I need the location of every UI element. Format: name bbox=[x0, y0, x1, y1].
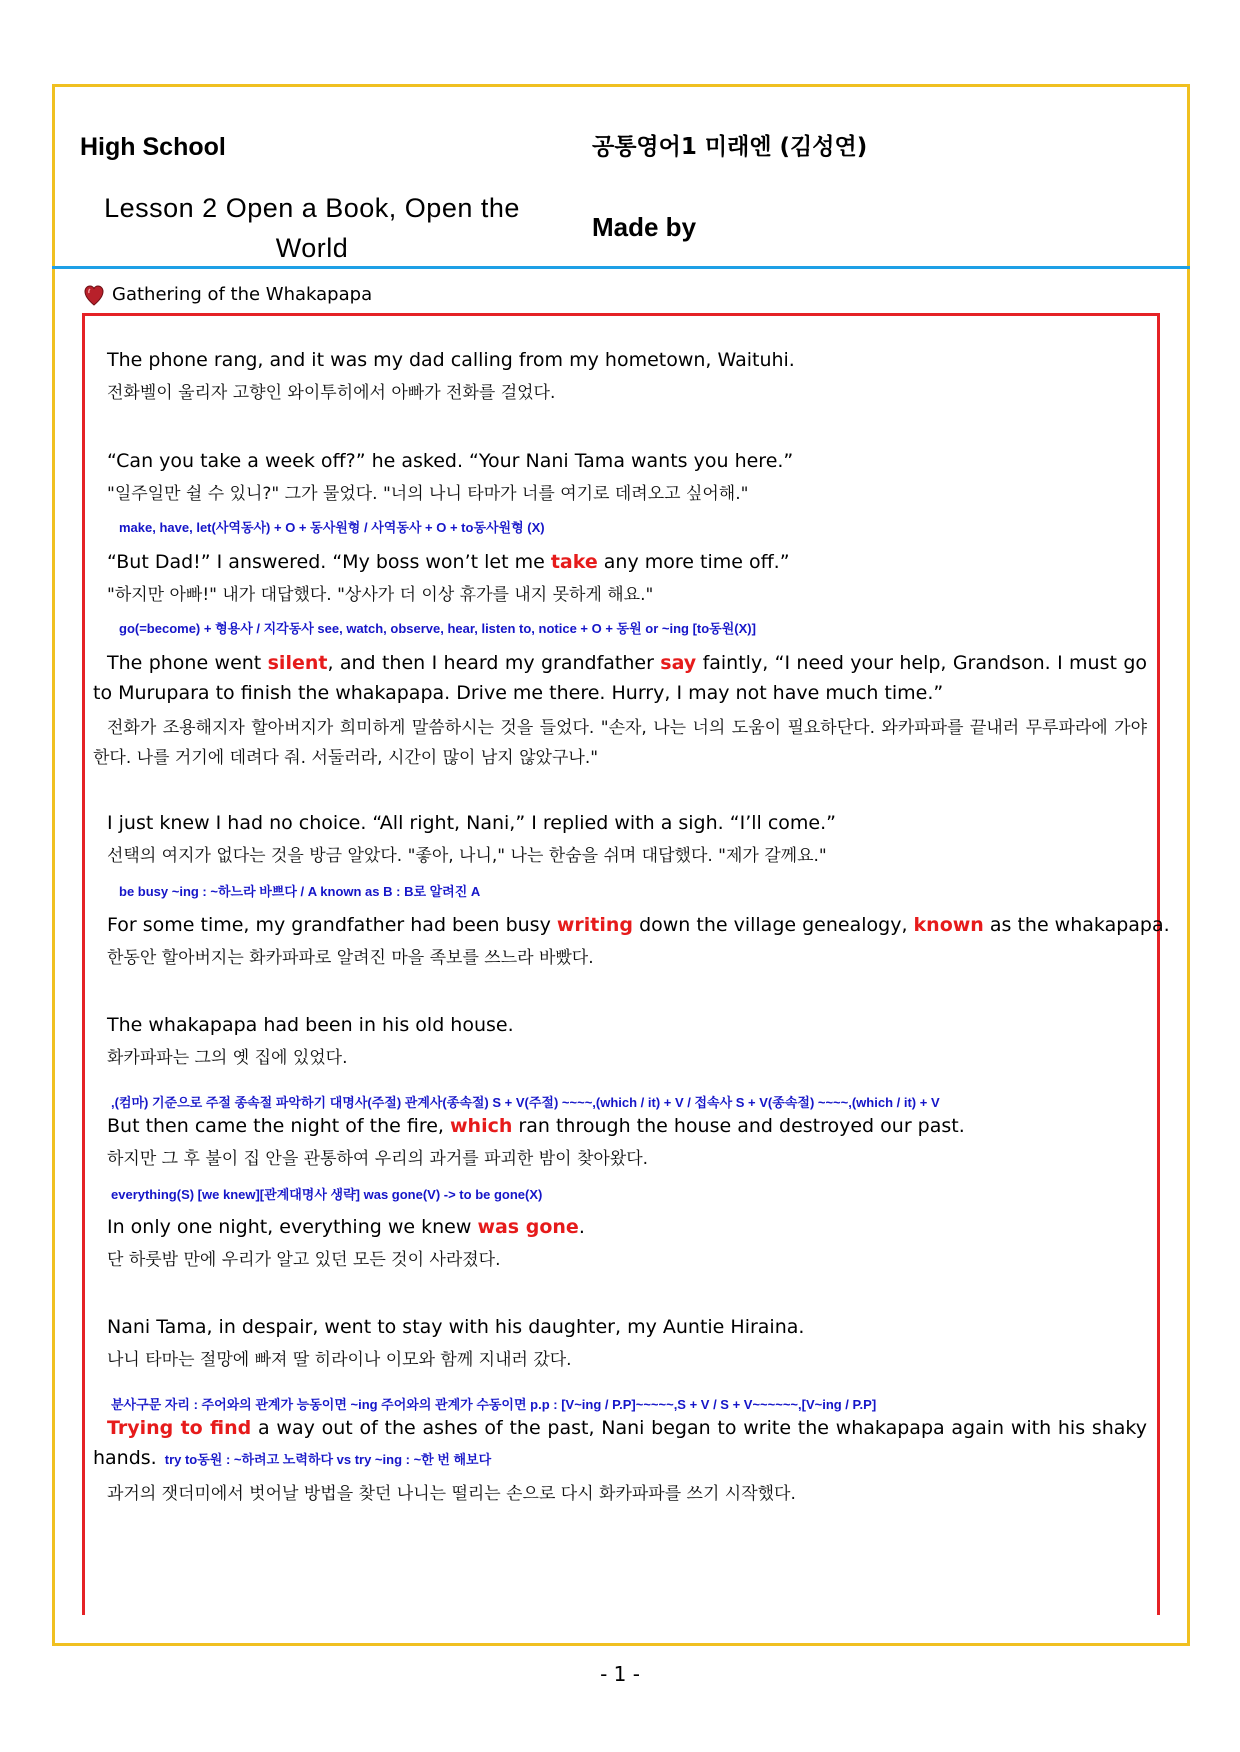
grammar-note-5: be busy ~ing : ~하느라 바쁘다 / A known as B : B로 알려진 A bbox=[119, 884, 481, 899]
school-label: High School bbox=[80, 133, 226, 161]
highlight-known: known bbox=[913, 914, 984, 936]
grammar-note-7: ,(컴마) 기준으로 주절 종속절 파악하기 대명사(주절) 관계사(종속절) S + V(주절) ~~~~,(which / it) + V / 접속사 S + V(종속절) ~~~~,(which / it) + V bbox=[111, 1095, 940, 1110]
english-sentence-11: Trying to find a way out of the ashes of the past, Nani began to write the whakapapa again with his shaky hands. try to동원 : ~하려고 노력하다 vs try ~ing : ~한 번 해보다 bbox=[93, 1417, 1148, 1469]
korean-translation-8: 하지만 그 후 불이 집 안을 관통하여 우리의 과거를 파괴한 밤이 찾아왔다. bbox=[107, 1149, 649, 1169]
course-title: 공통영어1 미래엔 (김성연) bbox=[592, 134, 868, 160]
grammar-note-3: go(=become) + 형용사 / 지각동사 see, watch, observe, hear, listen to, notice + O + 동원 or ~ing [to동원(X)] bbox=[119, 621, 756, 636]
korean-translation-3: "하지만 아빠!" 내가 대답했다. "상사가 더 이상 휴가를 내지 못하게 해요." bbox=[107, 585, 654, 605]
english-sentence-7: The whakapapa had been in his old house. bbox=[107, 1014, 514, 1036]
english-sentence-1: The phone rang, and it was my dad calling from my hometown, Waituhi. bbox=[107, 349, 795, 371]
korean-translation-1: 전화벨이 울리자 고향인 와이투히에서 아빠가 전화를 걸었다. bbox=[107, 383, 556, 403]
grammar-note-8: everything(S) [we knew][관계대명사 생략] was gone(V) -> to be gone(X) bbox=[111, 1187, 543, 1202]
highlight-silent: silent bbox=[267, 652, 328, 674]
english-sentence-10: Nani Tama, in despair, went to stay with his daughter, my Auntie Hiraina. bbox=[107, 1316, 805, 1338]
english-sentence-4: The phone went silent, and then I heard my grandfather say faintly, “I need your help, Grandson. I must go to Murupara to finish the whakapapa. Drive me there. Hurry, I may not have much time.” bbox=[93, 652, 1148, 704]
grammar-note-2: make, have, let(사역동사) + O + 동사원형 / 사역동사 + O + to동사원형 (X) bbox=[119, 520, 545, 535]
section-heading bbox=[84, 284, 372, 306]
korean-translation-6: 한동안 할아버지는 화카파파로 알려진 마을 족보를 쓰느라 바빴다. bbox=[107, 948, 594, 968]
section-title: Gathering of the Whakapapa bbox=[112, 284, 373, 305]
korean-translation-9: 단 하룻밤 만에 우리가 알고 있던 모든 것이 사라졌다. bbox=[107, 1250, 501, 1270]
highlight-say: say bbox=[660, 652, 697, 674]
english-sentence-5: I just knew I had no choice. “All right, Nani,” I replied with a sigh. “I’ll come.” bbox=[107, 812, 836, 834]
page-number: - 1 - bbox=[600, 1662, 640, 1686]
korean-translation-4: 전화가 조용해지자 할아버지가 희미하게 말씀하시는 것을 들었다. "손자, 나는 너의 도움이 필요하단다. 와카파파를 끝내러 무루파라에 가야 한다. 나를 거기에 데려다 줘. 서둘러라, 시간이 많이 남지 않았구나." bbox=[93, 718, 1147, 768]
english-sentence-9: In only one night, everything we knew was gone. bbox=[107, 1216, 585, 1238]
korean-translation-11: 과거의 잿더미에서 벗어날 방법을 찾던 나니는 떨리는 손으로 다시 화카파파를 쓰기 시작했다. bbox=[107, 1484, 796, 1504]
heart-icon bbox=[84, 284, 104, 306]
grammar-note-10: 분사구문 자리 : 주어와의 관계가 능동이면 ~ing 주어와의 관계가 수동이면 p.p : [V~ing / P.P]~~~~~,S + V / S + V~~~~~~,[V~ing / P.P] bbox=[111, 1397, 877, 1412]
highlight-was-gone: was gone bbox=[477, 1216, 579, 1238]
korean-translation-5: 선택의 여지가 없다는 것을 방금 알았다. "좋아, 나니," 나는 한숨을 쉬며 대답했다. "제가 갈께요." bbox=[107, 846, 827, 866]
highlight-writing: writing bbox=[556, 914, 634, 936]
highlight-trying-to-find: Trying to find bbox=[107, 1417, 252, 1439]
korean-translation-10: 나니 타마는 절망에 빠져 딸 히라이나 이모와 함께 지내러 갔다. bbox=[107, 1350, 572, 1370]
grammar-note-11: try to동원 : ~하려고 노력하다 vs try ~ing : ~한 번 해보다 bbox=[164, 1452, 492, 1467]
english-sentence-3: “But Dad!” I answered. “My boss won’t let me take any more time off.” bbox=[107, 551, 790, 573]
highlight-which: which bbox=[450, 1115, 513, 1137]
highlight-take: take bbox=[550, 551, 598, 573]
lesson-title: Lesson 2 Open a Book, Open the World bbox=[104, 193, 520, 263]
english-sentence-6: For some time, my grandfather had been busy writing down the village genealogy, known as the whakapapa. bbox=[107, 914, 1170, 936]
korean-translation-2: "일주일만 쉴 수 있니?" 그가 물었다. "너의 나니 타마가 너를 여기로 데려오고 싶어해." bbox=[107, 484, 749, 504]
english-sentence-2: “Can you take a week off?” he asked. “Your Nani Tama wants you here.” bbox=[107, 450, 794, 472]
korean-translation-7: 화카파파는 그의 옛 집에 있었다. bbox=[107, 1048, 348, 1068]
made-by-label: Made by bbox=[592, 212, 697, 242]
english-sentence-8: But then came the night of the fire, which ran through the house and destroyed our past. bbox=[107, 1115, 965, 1137]
